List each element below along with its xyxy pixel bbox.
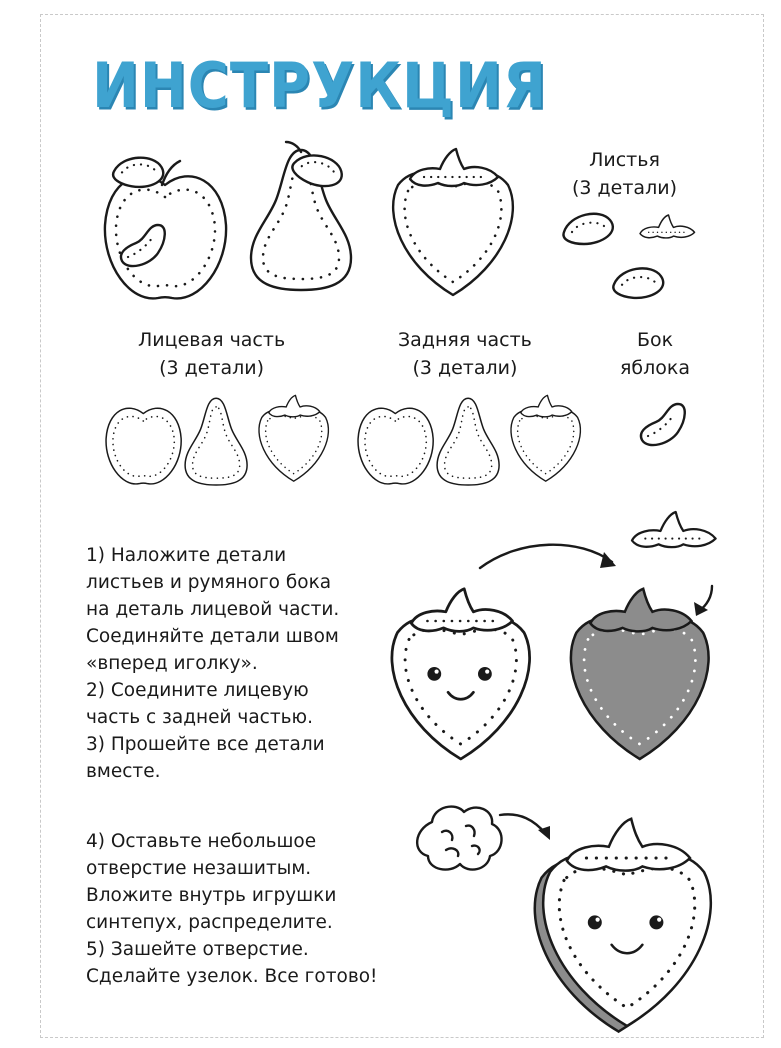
step-line: Сделайте узелок. Все готово!: [86, 966, 378, 987]
step-line: синтепух, распределите.: [86, 912, 333, 933]
apple-side-part: [641, 404, 685, 445]
step-line: листьев и румяного бока: [86, 572, 332, 593]
step-line: 5) Зашейте отверстие.: [86, 939, 309, 960]
leaf-parts: [564, 214, 695, 301]
calyx-part: [632, 512, 716, 547]
step-line: 2) Соедините лицевую: [86, 680, 309, 701]
steps-1-3: [86, 542, 339, 785]
arrow-icon: [500, 814, 550, 840]
step-line: «вперед иголку».: [86, 653, 258, 674]
apple-side-label: Бок яблока: [620, 329, 691, 379]
step-line: 4) Оставьте небольшое: [86, 831, 317, 852]
apple-shape: [105, 153, 226, 298]
step-line: часть с задней частью.: [86, 707, 313, 728]
steps-4-5: [86, 828, 377, 990]
strawberry-front-face: [392, 589, 530, 759]
finished-strawberry-toy: [535, 819, 711, 1032]
front-part-label: Лицевая часть (3 детали): [138, 329, 286, 379]
strawberry-shape: [393, 149, 513, 295]
back-parts: [358, 395, 580, 485]
step-line: на деталь лицевой части.: [86, 599, 340, 620]
strawberry-back-part: [571, 589, 709, 759]
pear-shape: [251, 142, 351, 290]
back-part-label: Задняя часть (3 детали): [398, 329, 532, 379]
arrow-icon: [480, 545, 712, 616]
leaves-label: Листья (3 детали): [572, 149, 677, 199]
page-title: ИНСТРУКЦИЯ: [92, 50, 547, 123]
step-line: 1) Наложите детали: [86, 545, 287, 566]
stuffing-cloud-icon: [417, 807, 501, 870]
step-line: отверстие незашитым.: [86, 858, 312, 879]
step-line: 3) Прошейте все детали: [86, 734, 325, 755]
front-parts: [106, 395, 328, 485]
step-line: вместе.: [86, 761, 161, 782]
step-line: Вложите внутрь игрушки: [86, 885, 337, 906]
step-line: Соединяйте детали швом: [86, 626, 339, 647]
